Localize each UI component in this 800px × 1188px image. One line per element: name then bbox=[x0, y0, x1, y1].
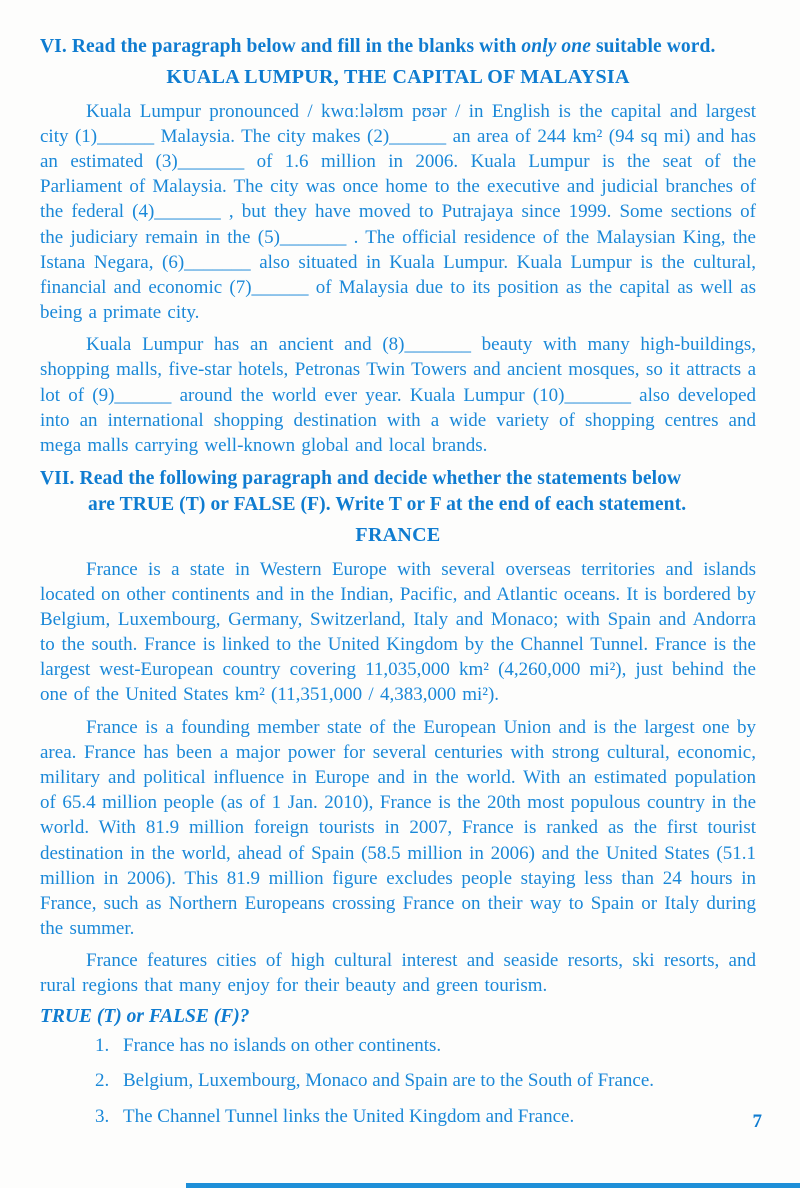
section-vi-heading-pre: VI. Read the paragraph below and fill in the blanks with bbox=[40, 36, 522, 57]
section-vi-heading bbox=[40, 34, 756, 60]
page-number: 7 bbox=[752, 1111, 762, 1132]
statement-row-1 bbox=[40, 1034, 756, 1059]
scan-edge-artifact bbox=[186, 1183, 800, 1188]
statement-row-3 bbox=[40, 1105, 756, 1130]
section-vi-heading-post: suitable word. bbox=[590, 36, 716, 57]
statement-text: The Channel Tunnel links the United Kingdom and France. bbox=[123, 1105, 575, 1127]
section-vii-heading-line1: VII. Read the following paragraph and decide whether the statements below bbox=[40, 468, 682, 490]
statement-row-2 bbox=[40, 1069, 756, 1094]
section-vi-heading-emphasis: only one bbox=[521, 36, 591, 57]
france-title: FRANCE bbox=[355, 523, 441, 546]
true-false-heading: TRUE (T) or FALSE (F)? bbox=[40, 1005, 250, 1027]
france-paragraph-2: France is a founding member state of the European Union and is the largest one by area. France has been a major power for several centuries with strong cultural, economic, military and political influence in Europe and in the world. With an estimated population of 65.4 million people (as of 1 Jan. 2010), France is the 20th most populous country in the world. With 81.9 million foreign tourists in 2007, France is ranked as the first tourist destination in the world, ahead of Spain (58.5 million in 2006) and the United States (51.1 million in 2006). This 81.9 million figure excludes people staying less than 24 hours in France, such as Northern Europeans crossing France on their way to Spain or Italy during the summer. bbox=[40, 716, 756, 940]
section-vii-heading bbox=[40, 466, 756, 517]
statement-number: 3. bbox=[95, 1105, 110, 1127]
france-paragraph-3: France features cities of high cultural interest and seaside resorts, ski resorts, and rural regions that many enjoy for their beauty and green tourism. bbox=[40, 950, 756, 997]
kuala-lumpur-paragraph-2: Kuala Lumpur has an ancient and (8)_______ beauty with many high-buildings, shopping malls, five-star hotels, Petronas Twin Towers and ancient mosques, so it attracts a lot of (9)______ around the world ever year. Kuala Lumpur (10)_______ also developed into an international shopping destination with a wide variety of shopping centres and mega malls carrying well-known global and local brands. bbox=[40, 334, 756, 456]
statement-text: France has no islands on other continents. bbox=[123, 1034, 442, 1056]
section-vii-heading-line2: are TRUE (T) or FALSE (F). Write T or F at the end of each statement. bbox=[88, 493, 687, 515]
statement-text: Belgium, Luxembourg, Monaco and Spain are to the South of France. bbox=[123, 1070, 655, 1092]
france-paragraph-1: France is a state in Western Europe with several overseas territories and islands located on other continents and in the Indian, Pacific, and Atlantic oceans. It is bordered by Belgium, Luxembourg, Germany, Switzerland, Italy and Monaco; with Spain and Andorra to the south. France is linked to the United Kingdom by the Channel Tunnel. France is the largest west-European country covering 11,035,000 km² (4,260,000 mi²), just behind the one of the United States km² (11,351,000 / 4,383,000 mi²). bbox=[40, 558, 756, 706]
statement-number: 1. bbox=[95, 1034, 110, 1056]
kuala-lumpur-paragraph-1: Kuala Lumpur pronounced / kwɑːləlʊm pʊər / in English is the capital and largest city (1)______ Malaysia. The city makes (2)______ an area of 244 km² (94 sq mi) and has an estimated (3)_______ of 1.6 million in 2006. Kuala Lumpur is the seat of the Parliament of Malaysia. The city was once home to the executive and judicial branches of the federal (4)_______ , but they have moved to Putrajaya since 1999. Some sections of the judiciary remain in the (5)_______ . The official residence of the Malaysian King, the Istana Negara, (6)_______ also situated in Kuala Lumpur. Kuala Lumpur is the cultural, financial and economic (7)______ of Malaysia due to its position as the capital as well as being a primate city. bbox=[40, 100, 756, 324]
kuala-lumpur-title: KUALA LUMPUR, THE CAPITAL OF MALAYSIA bbox=[166, 65, 630, 88]
statement-number: 2. bbox=[95, 1070, 110, 1092]
